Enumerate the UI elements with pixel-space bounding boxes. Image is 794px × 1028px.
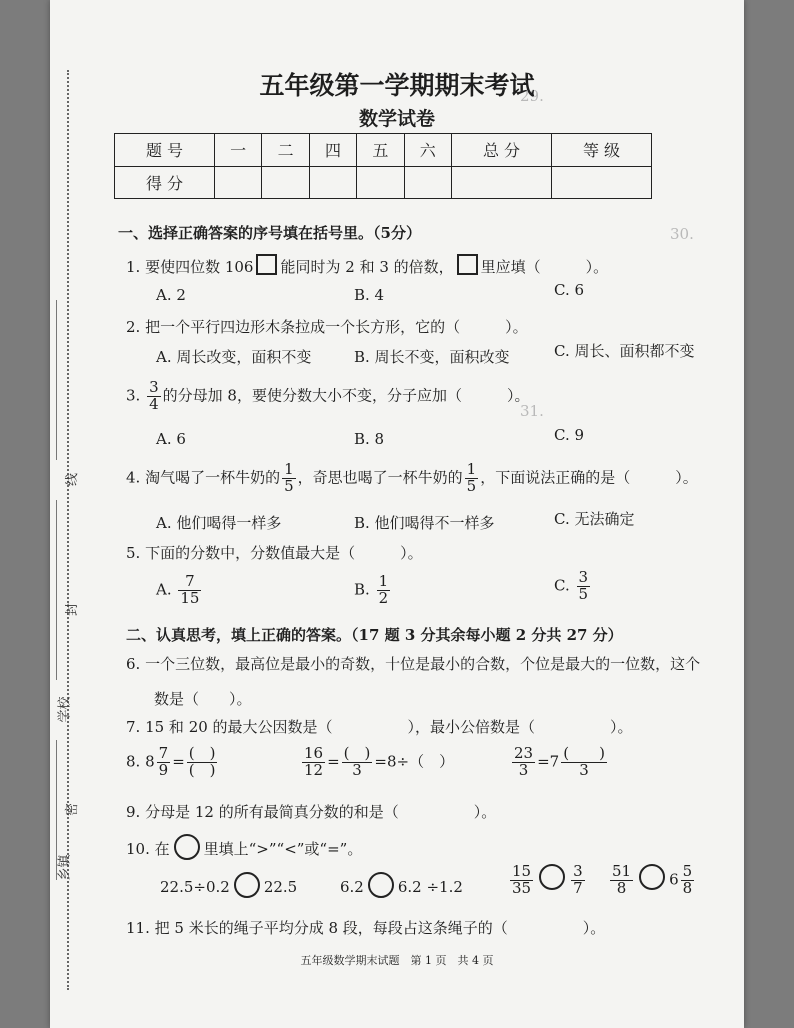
fraction — [377, 574, 391, 607]
q1-option-c[interactable]: C. 6 — [554, 281, 585, 299]
q10-text-pre: 10. 在 — [126, 840, 170, 858]
question-9: 9. 分母是 12 的所有最简真分数的和是（ ）。 — [126, 803, 497, 821]
q1-text-post: 里应填（ ）。 — [480, 258, 609, 276]
denominator: 15 — [180, 588, 200, 607]
score-table — [114, 133, 652, 199]
q3-number: 3. — [126, 386, 141, 405]
fraction — [681, 864, 695, 897]
mixed-whole: 6 — [669, 870, 679, 889]
q5-option-c[interactable] — [554, 570, 592, 603]
denominator: 35 — [512, 878, 532, 897]
question-6-line2: 数是（ ）。 — [154, 690, 252, 708]
numerator: 1 — [466, 460, 477, 478]
score-cell: 一 — [214, 134, 261, 167]
compare-circle-blank[interactable] — [639, 864, 665, 890]
fraction — [178, 574, 201, 607]
q4-option-a[interactable]: A. 他们喝得一样多 — [156, 514, 282, 532]
question-2: 2. 把一个平行四边形木条拉成一个长方形，它的（ ）。 — [126, 318, 528, 336]
compare-circle-blank[interactable] — [539, 864, 565, 890]
option-label: B. — [354, 580, 370, 599]
margin-label-seal: 封 — [65, 602, 81, 617]
q1-text-pre: 1. 要使四位数 106 — [126, 258, 254, 276]
compare-circle-blank[interactable] — [368, 872, 394, 898]
score-cell: 二 — [262, 134, 309, 167]
denominator: 7 — [573, 878, 583, 897]
numerator: 7 — [158, 744, 169, 762]
q2-option-b[interactable]: B. 周长不变，面积改变 — [354, 348, 510, 366]
numerator: 16 — [304, 744, 324, 762]
numerator: 3 — [578, 568, 589, 586]
q5-option-a[interactable] — [156, 574, 203, 607]
numerator: 15 — [512, 862, 532, 880]
q1-option-b[interactable]: B. 4 — [354, 286, 385, 304]
numerator: 1 — [284, 460, 294, 478]
margin-label-township: 乡镇 — [57, 854, 73, 881]
fraction — [465, 462, 479, 495]
q4-text-mid: ，奇思也喝了一杯牛奶的 — [297, 468, 463, 487]
fraction — [512, 746, 535, 779]
compare-circle-blank[interactable] — [174, 834, 200, 860]
denominator: 3 — [518, 760, 529, 779]
score-blank[interactable] — [551, 166, 651, 199]
binding-line — [67, 70, 69, 990]
score-blank[interactable] — [452, 166, 552, 199]
score-blank[interactable] — [357, 166, 404, 199]
score-cell: 总 分 — [452, 134, 552, 167]
fraction — [610, 864, 633, 897]
margin-label-school: 学校 — [57, 696, 73, 723]
digit-blank-box[interactable] — [457, 254, 478, 275]
score-table-score-row — [115, 166, 652, 199]
bleed-through-text: 30. — [670, 225, 694, 243]
q10-expression-2 — [340, 872, 463, 898]
option-label: C. — [554, 576, 570, 595]
section2-heading: 二、认真思考，填上正确的答案。（17 题 3 分其余每小题 2 分共 27 分） — [126, 626, 623, 644]
numerator: 5 — [682, 862, 693, 880]
margin-rule — [56, 300, 57, 460]
margin-label-line: 线 — [65, 472, 81, 487]
denominator: 5 — [466, 476, 477, 495]
q2-option-a[interactable]: A. 周长改变，面积不变 — [156, 348, 312, 366]
mixed-whole: =7 — [537, 752, 560, 771]
bleed-through-text: 29. — [520, 87, 769, 105]
numerator: 3 — [149, 378, 159, 396]
q1-option-a[interactable]: A. 2 — [156, 286, 186, 304]
exam-subtitle: 数学试卷 — [358, 108, 435, 130]
margin-label-secret: 密 — [65, 802, 81, 817]
q4-option-b[interactable]: B. 他们喝得不一样多 — [354, 514, 495, 532]
question-6-line1: 6. 一个三位数，最高位是最小的奇数，十位是最小的合数，个位是最大的一位数，这个 — [126, 655, 701, 673]
q4-text-post: ，下面说法正确的是（ ）。 — [480, 468, 698, 487]
denominator: 3 — [352, 760, 362, 779]
compare-circle-blank[interactable] — [234, 872, 260, 898]
exam-paper — [50, 0, 769, 1028]
denominator: 12 — [304, 760, 324, 779]
fraction — [571, 864, 585, 897]
numerator: 51 — [612, 862, 632, 880]
question-1 — [126, 254, 608, 277]
expr-left: 22.5÷0.2 — [160, 878, 230, 896]
question-11: 11. 把 5 米长的绳子平均分成 8 段，每段占这条绳子的（ ）。 — [126, 919, 606, 937]
q3-option-a[interactable]: A. 6 — [156, 430, 186, 448]
bleed-through-text: 31. — [520, 402, 544, 420]
question-10 — [126, 834, 362, 860]
score-table-header-row — [115, 134, 652, 167]
division-blank[interactable]: =8÷（ ） — [374, 752, 455, 771]
mixed-whole: 8 — [145, 752, 155, 771]
score-cell: 得 分 — [115, 166, 215, 199]
q10-expression-3 — [508, 864, 587, 897]
expr-right: 6.2 ÷1.2 — [397, 878, 463, 896]
numerator: 3 — [573, 862, 583, 880]
numerator: ( ) — [563, 744, 605, 762]
q10-expression-1 — [160, 872, 297, 898]
score-cell: 等 级 — [551, 134, 651, 167]
numerator: ( ) — [343, 744, 371, 762]
score-cell: 六 — [404, 134, 451, 167]
q4-option-c[interactable]: C. 无法确定 — [554, 510, 635, 528]
section1-heading: 一、选择正确答案的序号填在括号里。（5分） — [118, 224, 421, 242]
fraction — [157, 746, 171, 779]
fraction — [510, 864, 533, 897]
numerator: ( ) — [188, 744, 216, 762]
digit-blank-box[interactable] — [256, 254, 277, 275]
q3-text: 的分母加 8，要使分数大小不变，分子应加（ ）。 — [162, 386, 530, 405]
fraction — [577, 570, 591, 603]
denominator: ( ) — [188, 760, 216, 779]
numerator: 1 — [378, 572, 389, 590]
score-blank[interactable] — [309, 166, 356, 199]
page-footer: 五年级数学期末试题 第 1 页 共 4 页 — [300, 954, 494, 967]
q2-option-c[interactable]: C. 周长、面积都不变 — [554, 342, 695, 360]
question-3 — [126, 380, 529, 413]
q3-option-c[interactable]: C. 9 — [554, 426, 585, 444]
answer-fraction-blank[interactable] — [187, 746, 218, 779]
exam-title: 五年级第一学期期末考试 — [259, 71, 535, 100]
expr-right: 22.5 — [263, 878, 298, 896]
score-blank[interactable] — [404, 166, 451, 199]
fraction — [147, 380, 161, 413]
question-7: 7. 15 和 20 的最大公因数是（ ），最小公倍数是（ ）。 — [126, 718, 633, 736]
question-8-part-c — [510, 746, 609, 779]
denominator: 8 — [682, 878, 693, 897]
q10-text-post: 里填上“>”“<”或“=”。 — [203, 840, 363, 858]
question-8 — [126, 746, 219, 779]
fraction — [282, 462, 296, 495]
q4-text-pre: 4. 淘气喝了一杯牛奶的 — [126, 468, 281, 487]
option-label: A. — [156, 580, 172, 599]
denominator: 2 — [378, 588, 389, 607]
denominator: 4 — [149, 394, 159, 413]
denominator: 9 — [158, 760, 169, 779]
numerator: 7 — [178, 574, 201, 591]
margin-rule — [56, 500, 57, 680]
score-blank[interactable] — [262, 166, 309, 199]
score-cell: 五 — [357, 134, 404, 167]
fraction — [302, 746, 325, 779]
score-blank[interactable] — [214, 166, 261, 199]
numerator: 23 — [514, 744, 534, 762]
q8-number: 8. — [126, 752, 141, 771]
equals-sign: = — [172, 752, 185, 771]
denominator: 5 — [284, 476, 294, 495]
question-4 — [126, 462, 698, 495]
expr-left: 6.2 — [340, 878, 364, 896]
answer-fraction-blank[interactable] — [561, 746, 607, 779]
question-5: 5. 下面的分数中，分数值最大是（ ）。 — [126, 544, 423, 562]
q1-text-mid: 能同时为 2 和 3 的倍数， — [280, 258, 454, 276]
q10-expression-4 — [608, 864, 696, 897]
q5-option-b[interactable] — [354, 574, 392, 607]
answer-fraction-blank[interactable] — [342, 746, 373, 779]
question-8-part-b — [300, 746, 454, 779]
score-cell: 四 — [309, 134, 356, 167]
denominator: 8 — [616, 878, 627, 897]
denominator: 5 — [578, 584, 589, 603]
equals-sign: = — [327, 752, 340, 771]
score-cell: 题 号 — [115, 134, 215, 167]
denominator: 3 — [579, 760, 589, 779]
q3-option-b[interactable]: B. 8 — [354, 430, 385, 448]
